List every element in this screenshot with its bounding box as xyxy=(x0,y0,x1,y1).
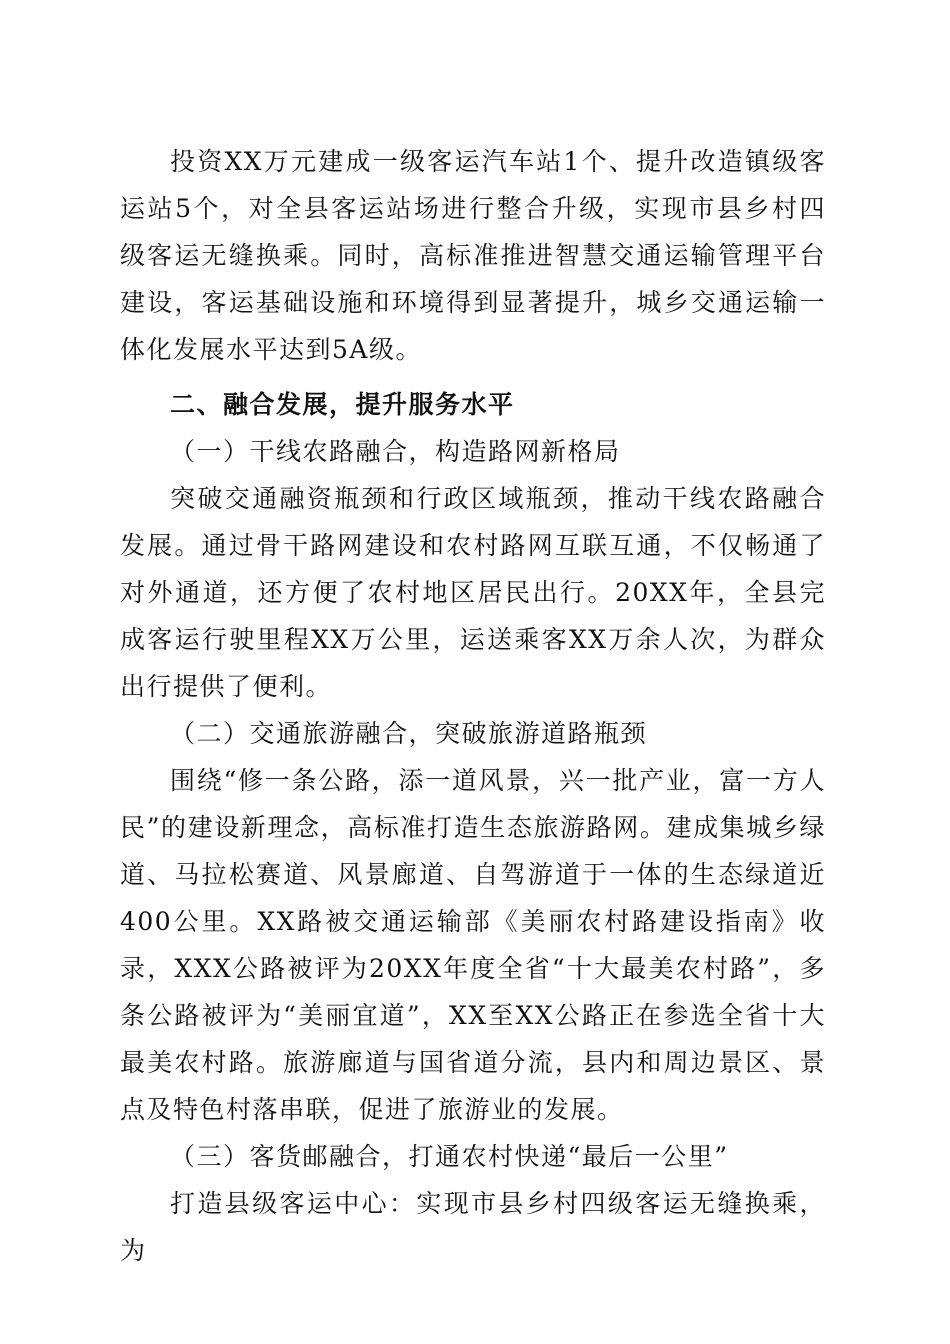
section-heading-integrated-development: 二、融合发展，提升服务水平 xyxy=(170,390,515,419)
paragraph-trunk-rural-roads: 突破交通融资瓶颈和行政区域瓶颈，推动干线农路融合发展。通过骨干路网建设和农村路网互联互通，不仅畅通了对外通道，还方便了农村地区居民出行。20XX年，全县完成客运行驶里程XX万公里，运送乘客XX万余人次，为群众出行提供了便利。 xyxy=(120,484,826,701)
subsection-heading-passenger-freight-postal: （三）客货邮融合，打通农村快递“最后一公里” xyxy=(170,1142,729,1171)
subsection-heading-transport-tourism: （二）交通旅游融合，突破旅游道路瓶颈 xyxy=(170,719,648,748)
subsection-heading-trunk-rural-roads: （一）干线农路融合，构造路网新格局 xyxy=(170,437,621,466)
paragraph-transport-tourism: 围绕“修一条公路，添一道风景，兴一批产业，富一方人民”的建设新理念，高标准打造生态旅游路网。建成集城乡绿道、马拉松赛道、风景廊道、自驾游道于一体的生态绿道近400公里。XX路被交通运输部《美丽农村路建设指南》收录，XXX公路被评为20XX年度全省“十大最美农村路”，多条公路被评为“美丽宜道”，XX至XX公路正在参选全省十大最美农村路。旅游廊道与国省道分流，县内和周边景区、景点及特色村落串联，促进了旅游业的发展。 xyxy=(120,766,826,1124)
paragraph-passenger-station-investment: 投资XX万元建成一级客运汽车站1个、提升改造镇级客运站5个，对全县客运站场进行整合升级，实现市县乡村四级客运无缝换乘。同时，高标准推进智慧交通运输管理平台建设，客运基础设施和环境得到显著提升，城乡交通运输一体化发展水平达到5A级。 xyxy=(120,147,826,364)
paragraph-passenger-center: 打造县级客运中心：实现市县乡村四级客运无缝换乘，为 xyxy=(120,1189,826,1265)
document-body xyxy=(120,138,826,1274)
